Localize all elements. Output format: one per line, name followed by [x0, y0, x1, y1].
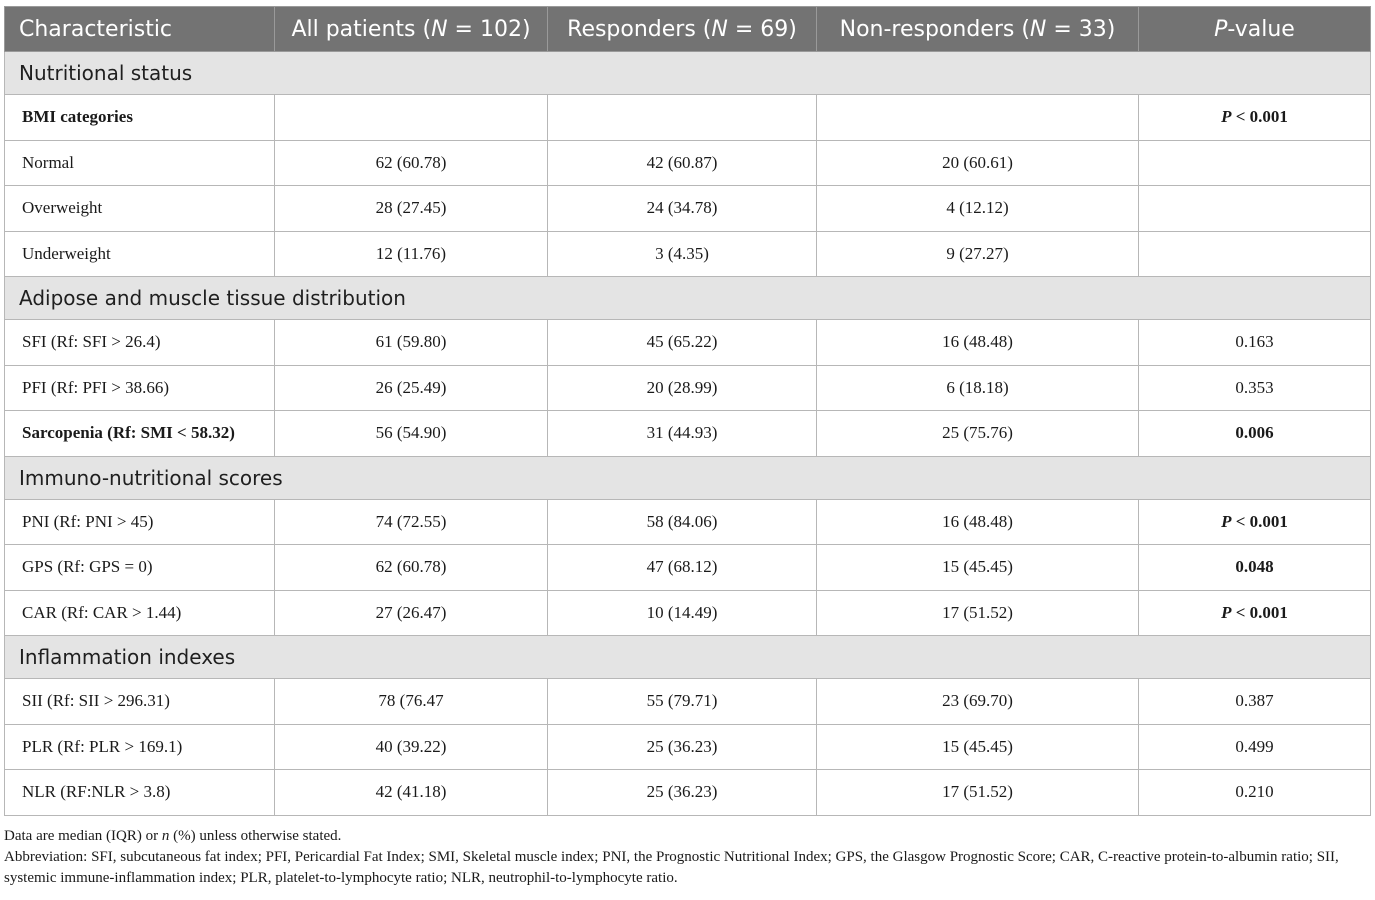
cell-p-value: P < 0.001 [1139, 95, 1371, 141]
cell-responders: 45 (65.22) [548, 320, 817, 366]
cell-non-responders: 25 (75.76) [817, 411, 1139, 457]
table-row [5, 231, 1371, 277]
cell-all: 61 (59.80) [275, 320, 548, 366]
header-responders: Responders (N = 69) [548, 7, 817, 52]
row-label: SII (Rf: SII > 296.31) [5, 679, 275, 725]
row-label: PLR (Rf: PLR > 169.1) [5, 724, 275, 770]
footnote-abbreviations: Abbreviation: SFI, subcutaneous fat index; PFI, Pericardial Fat Index; SMI, Skeletal muscle index; PNI, the Prognostic Nutritional Index; GPS, the Glasgow Prognostic Score; CAR, C-reactive protein-to-albumin ratio; SII, systemic immune-inflammation index; PLR, platelet-to-lymphocyte ratio; NLR, neutrophil-to-lymphocyte ratio. [4, 849, 1339, 886]
cell-p-value: 0.499 [1139, 724, 1371, 770]
cell-p-value: P < 0.001 [1139, 499, 1371, 545]
cell-responders: 42 (60.87) [548, 140, 817, 186]
cell-non-responders: 20 (60.61) [817, 140, 1139, 186]
cell-non-responders: 9 (27.27) [817, 231, 1139, 277]
section-row [5, 277, 1371, 320]
cell-all: 12 (11.76) [275, 231, 548, 277]
cell-non-responders: 6 (18.18) [817, 365, 1139, 411]
cell-responders [548, 95, 817, 141]
cell-p-value: 0.353 [1139, 365, 1371, 411]
header-all-patients: All patients (N = 102) [275, 7, 548, 52]
section-immuno-nutritional: Immuno-nutritional scores [5, 456, 1371, 499]
table-footnote [4, 826, 1370, 889]
section-row [5, 52, 1371, 95]
table-row [5, 724, 1371, 770]
cell-p-value [1139, 186, 1371, 232]
table-row [5, 545, 1371, 591]
cell-all: 56 (54.90) [275, 411, 548, 457]
row-label: Normal [5, 140, 275, 186]
cell-responders: 25 (36.23) [548, 770, 817, 816]
cell-all [275, 95, 548, 141]
section-row [5, 456, 1371, 499]
cell-p-value: 0.048 [1139, 545, 1371, 591]
section-adipose-muscle: Adipose and muscle tissue distribution [5, 277, 1371, 320]
cell-all: 78 (76.47 [275, 679, 548, 725]
header-characteristic: Characteristic [5, 7, 275, 52]
table-row [5, 186, 1371, 232]
cell-responders: 58 (84.06) [548, 499, 817, 545]
cell-p-value: 0.387 [1139, 679, 1371, 725]
cell-p-value: 0.006 [1139, 411, 1371, 457]
row-label: SFI (Rf: SFI > 26.4) [5, 320, 275, 366]
section-inflammation-indexes: Inflammation indexes [5, 636, 1371, 679]
cell-non-responders: 15 (45.45) [817, 545, 1139, 591]
cell-non-responders [817, 95, 1139, 141]
cell-responders: 24 (34.78) [548, 186, 817, 232]
table-row [5, 320, 1371, 366]
cell-p-value: P < 0.001 [1139, 590, 1371, 636]
table-row [5, 140, 1371, 186]
table-row [5, 679, 1371, 725]
table-row [5, 770, 1371, 816]
row-label: NLR (RF:NLR > 3.8) [5, 770, 275, 816]
cell-all: 42 (41.18) [275, 770, 548, 816]
table-row [5, 411, 1371, 457]
cell-all: 26 (25.49) [275, 365, 548, 411]
cell-p-value [1139, 231, 1371, 277]
cell-p-value [1139, 140, 1371, 186]
cell-p-value: 0.210 [1139, 770, 1371, 816]
table-header [5, 7, 1371, 52]
row-label: GPS (Rf: GPS = 0) [5, 545, 275, 591]
row-label: Sarcopenia (Rf: SMI < 58.32) [5, 411, 275, 457]
cell-all: 40 (39.22) [275, 724, 548, 770]
section-nutritional-status: Nutritional status [5, 52, 1371, 95]
cell-non-responders: 4 (12.12) [817, 186, 1139, 232]
row-label: Overweight [5, 186, 275, 232]
table-row [5, 95, 1371, 141]
cell-non-responders: 23 (69.70) [817, 679, 1139, 725]
header-non-responders: Non-responders (N = 33) [817, 7, 1139, 52]
table-row [5, 590, 1371, 636]
cell-responders: 20 (28.99) [548, 365, 817, 411]
row-label: CAR (Rf: CAR > 1.44) [5, 590, 275, 636]
cell-responders: 31 (44.93) [548, 411, 817, 457]
table-row [5, 365, 1371, 411]
cell-all: 27 (26.47) [275, 590, 548, 636]
table-container [4, 6, 1370, 816]
section-row [5, 636, 1371, 679]
cell-responders: 10 (14.49) [548, 590, 817, 636]
row-label: PFI (Rf: PFI > 38.66) [5, 365, 275, 411]
cell-non-responders: 17 (51.52) [817, 590, 1139, 636]
cell-all: 62 (60.78) [275, 545, 548, 591]
footnote-data-note: Data are median (IQR) or n (%) unless otherwise stated. [4, 828, 342, 844]
cell-all: 74 (72.55) [275, 499, 548, 545]
cell-responders: 25 (36.23) [548, 724, 817, 770]
row-label: BMI categories [5, 95, 275, 141]
data-table [4, 6, 1371, 816]
cell-non-responders: 17 (51.52) [817, 770, 1139, 816]
cell-all: 62 (60.78) [275, 140, 548, 186]
cell-p-value: 0.163 [1139, 320, 1371, 366]
cell-responders: 55 (79.71) [548, 679, 817, 725]
header-p-value: P-value [1139, 7, 1371, 52]
row-label: Underweight [5, 231, 275, 277]
table-row [5, 499, 1371, 545]
cell-non-responders: 15 (45.45) [817, 724, 1139, 770]
cell-responders: 47 (68.12) [548, 545, 817, 591]
row-label: PNI (Rf: PNI > 45) [5, 499, 275, 545]
cell-non-responders: 16 (48.48) [817, 499, 1139, 545]
cell-responders: 3 (4.35) [548, 231, 817, 277]
cell-all: 28 (27.45) [275, 186, 548, 232]
cell-non-responders: 16 (48.48) [817, 320, 1139, 366]
